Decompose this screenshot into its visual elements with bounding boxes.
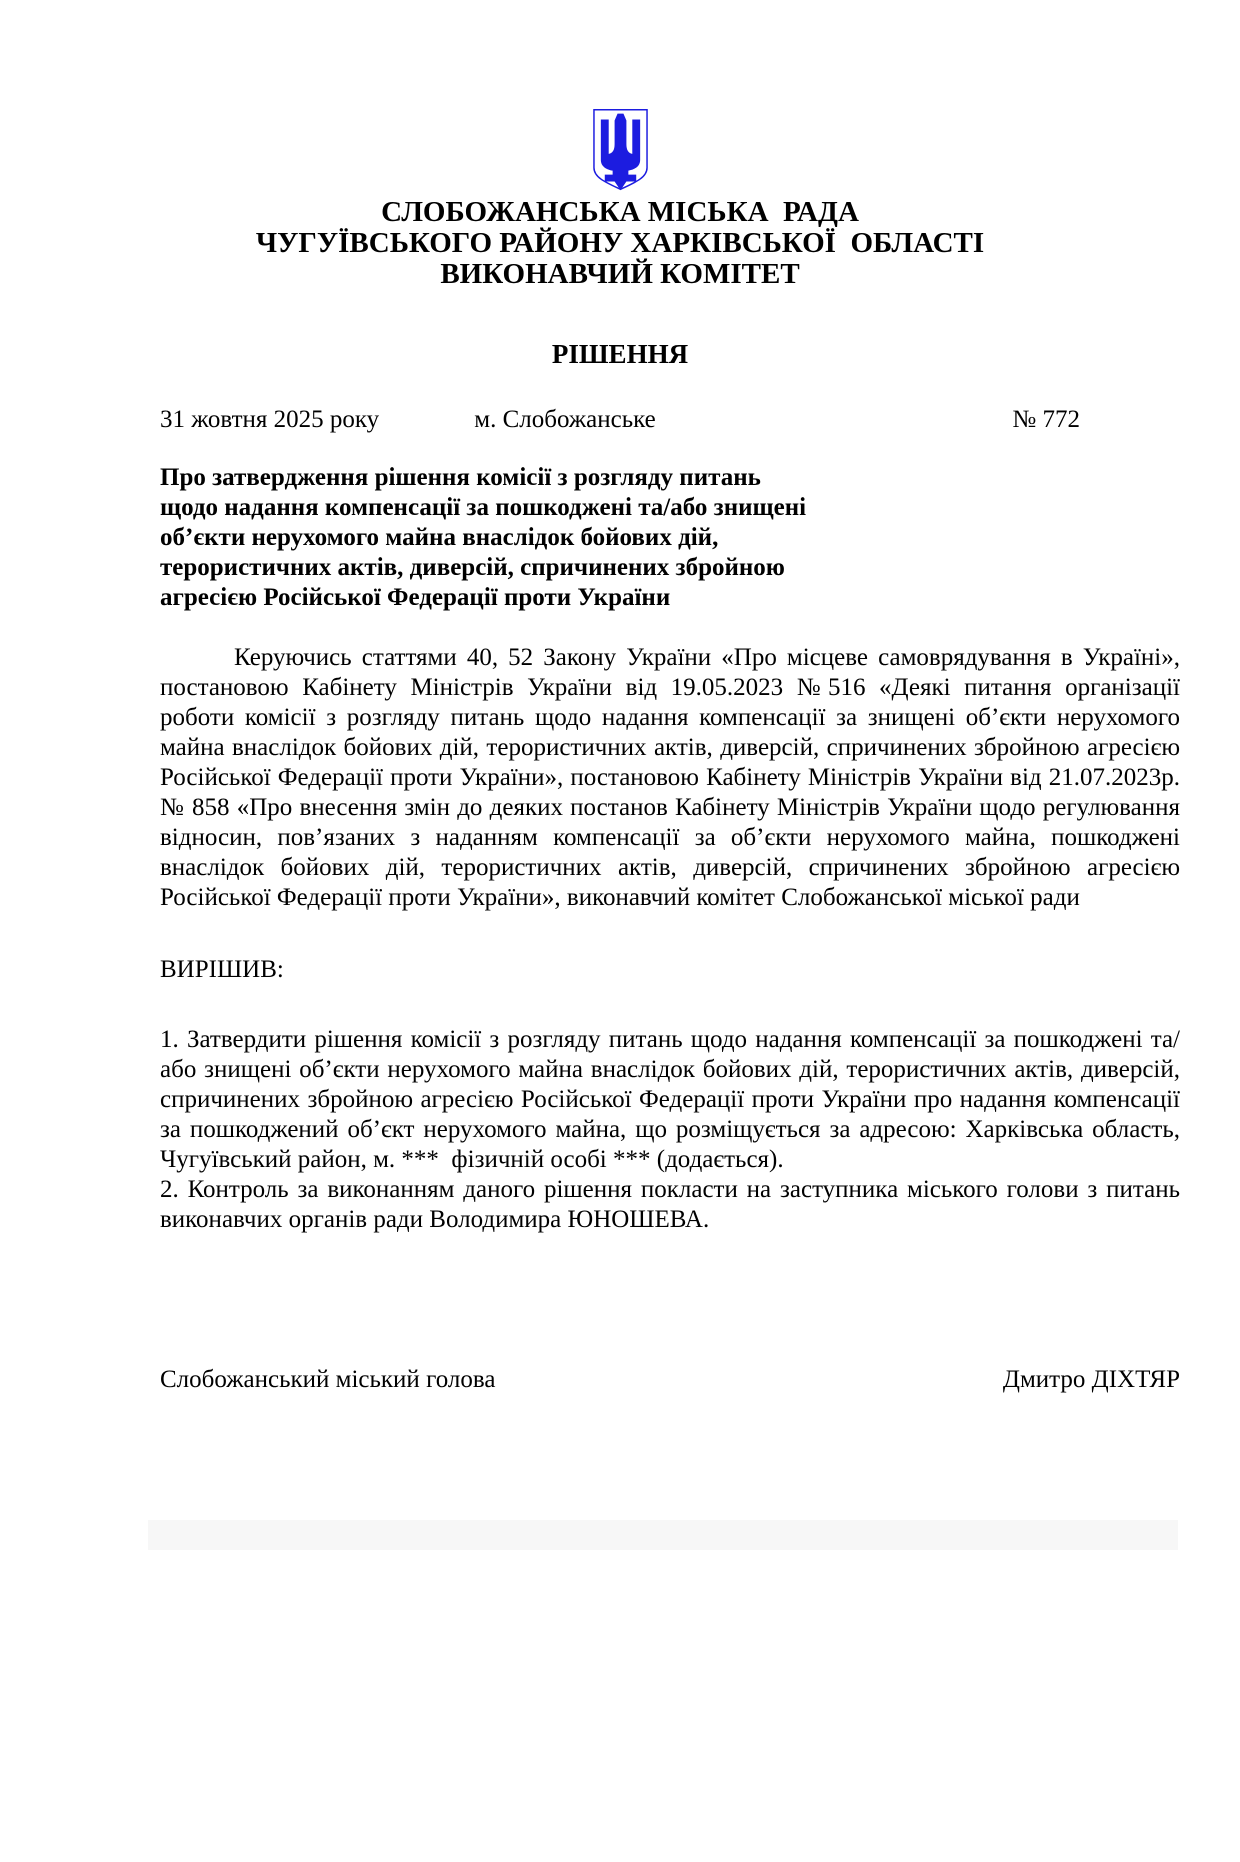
subject-title-line: Про затвердження рішення комісії з розгляду питань bbox=[160, 464, 761, 491]
document-number: № 772 bbox=[1012, 406, 1080, 433]
org-name-line-3: ВИКОНАВЧИЙ КОМІТЕТ bbox=[440, 258, 800, 290]
org-name-line-1: СЛОБОЖАНСЬКА МІСЬКА РАДА bbox=[381, 196, 859, 228]
decision-document-page bbox=[0, 108, 1240, 1862]
subject-title-line: терористичних актів, диверсій, спричинених збройною bbox=[160, 554, 785, 581]
resolved-heading: ВИРІШИВ: bbox=[160, 956, 284, 983]
subject-title-line: об’єкти нерухомого майна внаслідок бойових дій, bbox=[160, 524, 719, 551]
signature-row bbox=[160, 1365, 1180, 1395]
org-name-line-2: ЧУГУЇВСЬКОГО РАЙОНУ ХАРКІВСЬКОЇ ОБЛАСТІ bbox=[255, 227, 985, 259]
preamble-paragraph: Керуючись статтями 40, 52 Закону України «Про місцеве самоврядування в Україні», постановою Кабінету Міністрів України від 19.05.2023 №516 «Деякі питання організації роботи комісії з розгляду питань щодо надання компенсації за знищені об’єкти нерухомого майна внаслідок бойових дій, терористичних актів, диверсій, спричинених збройною агресією Російської Федерації проти України», постановою Кабінету Міністрів України від 21.07.2023р. № 858 «Про внесення змін до деяких постанов Кабінету Міністрів України щодо регулювання відносин, пов’язаних з наданням компенсації за об’єкти нерухомого майна, пошкоджені внаслідок бойових дій, терористичних актів, диверсій, спричинених збройною агресією Російської Федерації проти України», виконавчий комітет Слобожанської міської ради bbox=[160, 644, 1180, 911]
trident-emblem-icon bbox=[592, 108, 649, 192]
redacted-signature-bar bbox=[148, 1520, 1178, 1550]
subject-title-line: агресією Російської Федерації проти України bbox=[160, 584, 671, 611]
subject-title-block bbox=[160, 463, 860, 613]
subject-title-line: щодо надання компенсації за пошкоджені та/або знищені bbox=[160, 494, 807, 521]
document-place: м. Слобожанське bbox=[474, 406, 656, 433]
document-meta-row bbox=[160, 405, 1180, 435]
document-date: 31 жовтня 2025 року bbox=[160, 406, 380, 433]
signatory-position: Слобожанський міський голова bbox=[160, 1366, 496, 1393]
decision-item-2: 2. Контроль за виконанням даного рішення покласти на заступника міського голови з питань виконавчих органів ради Володимира ЮНОШЕВА. bbox=[160, 1176, 1180, 1233]
document-type-title: РІШЕННЯ bbox=[551, 339, 689, 369]
coat-of-arms-emblem bbox=[592, 108, 649, 192]
signatory-name: Дмитро ДІХТЯР bbox=[1002, 1366, 1180, 1393]
decision-item-1: 1. Затвердити рішення комісії з розгляду питань щодо надання компенсації за пошкоджені та/або знищені об’єкти нерухомого майна внаслідок бойових дій, терористичних актів, диверсій, спричинених збройною агресією Російської Федерації проти України про надання компенсації за пошкоджений об’єкт нерухомого майна, що розміщується за адресою: Харківська область, Чугуївський район, м. *** фізичній особі *** (додається). bbox=[160, 1026, 1180, 1173]
decision-items bbox=[160, 1025, 1180, 1235]
